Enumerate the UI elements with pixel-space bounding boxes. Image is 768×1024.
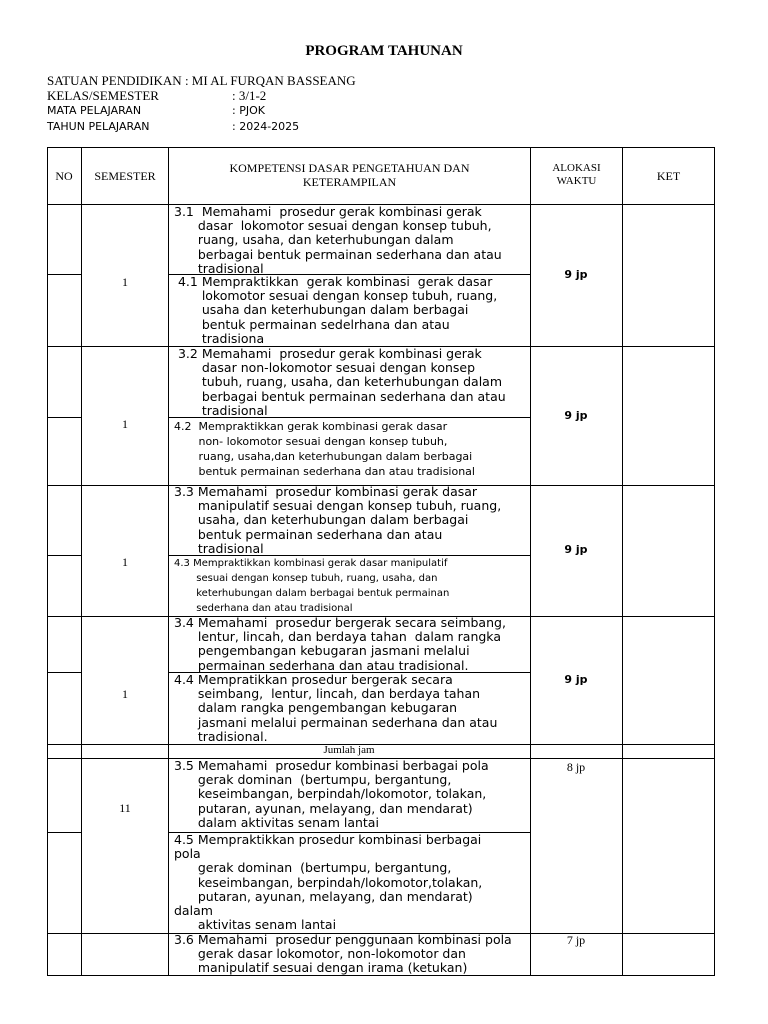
header-ket: KET (656, 169, 681, 183)
header-kompetensi-dasar: KOMPETENSI DASAR PENGETAHUAN DAN KETERAMPILAN (229, 161, 470, 189)
no-subrow-line (47, 555, 82, 556)
kd-pengetahuan: 3.4 Memahami prosedur bergerak secara seimbang, lentur, lincah, dan berdaya tahan dalam rangka pengembangan kebugaran jasmani melalui permainan sederhana dan atau tradisional. (174, 615, 506, 673)
jumlah-jam-label: Jumlah jam (323, 744, 375, 756)
meta-mapel-label: MATA PELAJARAN (47, 104, 142, 117)
no-subrow-line (47, 417, 82, 418)
semester-cell: 1 (122, 275, 128, 289)
semester-cell: 1 (122, 555, 128, 569)
kd-pengetahuan: 3.5 Memahami prosedur kombinasi berbagai pola gerak dominan (bertumpu, bergantung, keseimbangan, berpindah/lokomotor, tolakan, putaran, ayunan, melayang, dan mendarat) dalam aktivitas senam lantai (174, 758, 489, 830)
alokasi-cell: 7 jp (566, 933, 586, 947)
meta-kelas-label: KELAS/SEMESTER (47, 88, 159, 103)
alokasi-cell: 9 jp (564, 673, 588, 686)
meta-kelas-value: : 3/1-2 (232, 88, 267, 103)
semester-cell: 1 (122, 687, 128, 701)
table-border-left (47, 147, 48, 976)
no-subrow-line (47, 274, 82, 275)
meta-tahun-value: : 2024-2025 (232, 120, 300, 133)
col-divider-alokasi (622, 147, 623, 976)
kd-keterampilan: 4.4 Mempratikkan prosedur bergerak secara seimbang, lentur, lincah, dan berdaya tahan dalam rangka pengembangan kebugaran jasmani melalui permainan sederhana dan atau tradisional. (174, 672, 498, 744)
kd-keterampilan: 4.2 Mempraktikkan gerak kombinasi gerak dasar non- lokomotor sesuai dengan konsep tubuh, ruang, usaha,dan keterhubungan dalam berbagai bentuk permainan sederhana dan atau tradisional (174, 420, 475, 478)
kd-keterampilan: 4.1 Mempraktikkan gerak kombinasi gerak dasar lokomotor sesuai dengan konsep tubuh, ruang, usaha dan keterhubungan dalam berbagai bentuk permainan sedelrhana dan atau tradisiona (177, 274, 498, 346)
alokasi-cell: 8 jp (566, 760, 586, 774)
header-semester: SEMESTER (94, 169, 156, 183)
header-alokasi-waktu: ALOKASI WAKTU (552, 162, 601, 187)
no-subrow-line (47, 832, 82, 833)
kd-pengetahuan: 3.3 Memahami prosedur kombinasi gerak dasar manipulatif sesuai dengan konsep tubuh, ruang, usaha, dan keterhubungan dalam berbagai bentuk permainan sederhana dan atau tradisional (174, 484, 502, 556)
table-border-right (714, 147, 715, 976)
semester-cell: 1 (122, 417, 128, 431)
meta-mapel-value: : PJOK (232, 104, 265, 117)
kd-keterampilan: 4.5 Mempraktikkan prosedur kombinasi berbagai pola gerak dominan (bertumpu, bergantung, keseimbangan, berpindah/lokomotor,tolakan, putaran, ayunan, melayang, dan mendarat) dalam aktivitas senam lantai (174, 832, 483, 933)
alokasi-cell: 9 jp (564, 409, 588, 422)
kd-pengetahuan: 3.1 Memahami prosedur gerak kombinasi gerak dasar lokomotor sesuai dengan konsep tubuh, ruang, usaha, dan keterhubungan dalam berbagai bentuk permainan sederhana dan atau tradisional (174, 204, 502, 276)
alokasi-cell: 9 jp (564, 268, 588, 281)
kd-pengetahuan: 3.6 Memahami prosedur penggunaan kombinasi pola gerak dasar lokomotor, non-lokomotor dan manipulatif sesuai dengan irama (ketukan) (174, 932, 512, 976)
kd-keterampilan: 4.3 Mempraktikkan kombinasi gerak dasar manipulatif sesuai dengan konsep tubuh, ruang, usaha, dan keterhubungan dalam berbagai bentuk permainan sederhana dan atau tradisional (174, 558, 450, 614)
document-title: PROGRAM TAHUNAN (305, 43, 463, 59)
col-divider-semester (168, 147, 169, 976)
meta-satuan-text: SATUAN PENDIDIKAN : MI AL FURQAN BASSEANG (47, 73, 356, 88)
alokasi-cell: 9 jp (564, 543, 588, 556)
header-no: NO (55, 169, 73, 183)
table-border-top (47, 147, 715, 148)
no-subrow-line (47, 672, 82, 673)
kd-pengetahuan: 3.2 Memahami prosedur gerak kombinasi gerak dasar non-lokomotor sesuai dengan konsep tubuh, ruang, usaha, dan keterhubungan dalam berbagai bentuk permainan sederhana dan atau tradisional (177, 346, 506, 418)
meta-tahun-label: TAHUN PELAJARAN (47, 120, 150, 133)
semester-cell: 11 (119, 801, 131, 815)
